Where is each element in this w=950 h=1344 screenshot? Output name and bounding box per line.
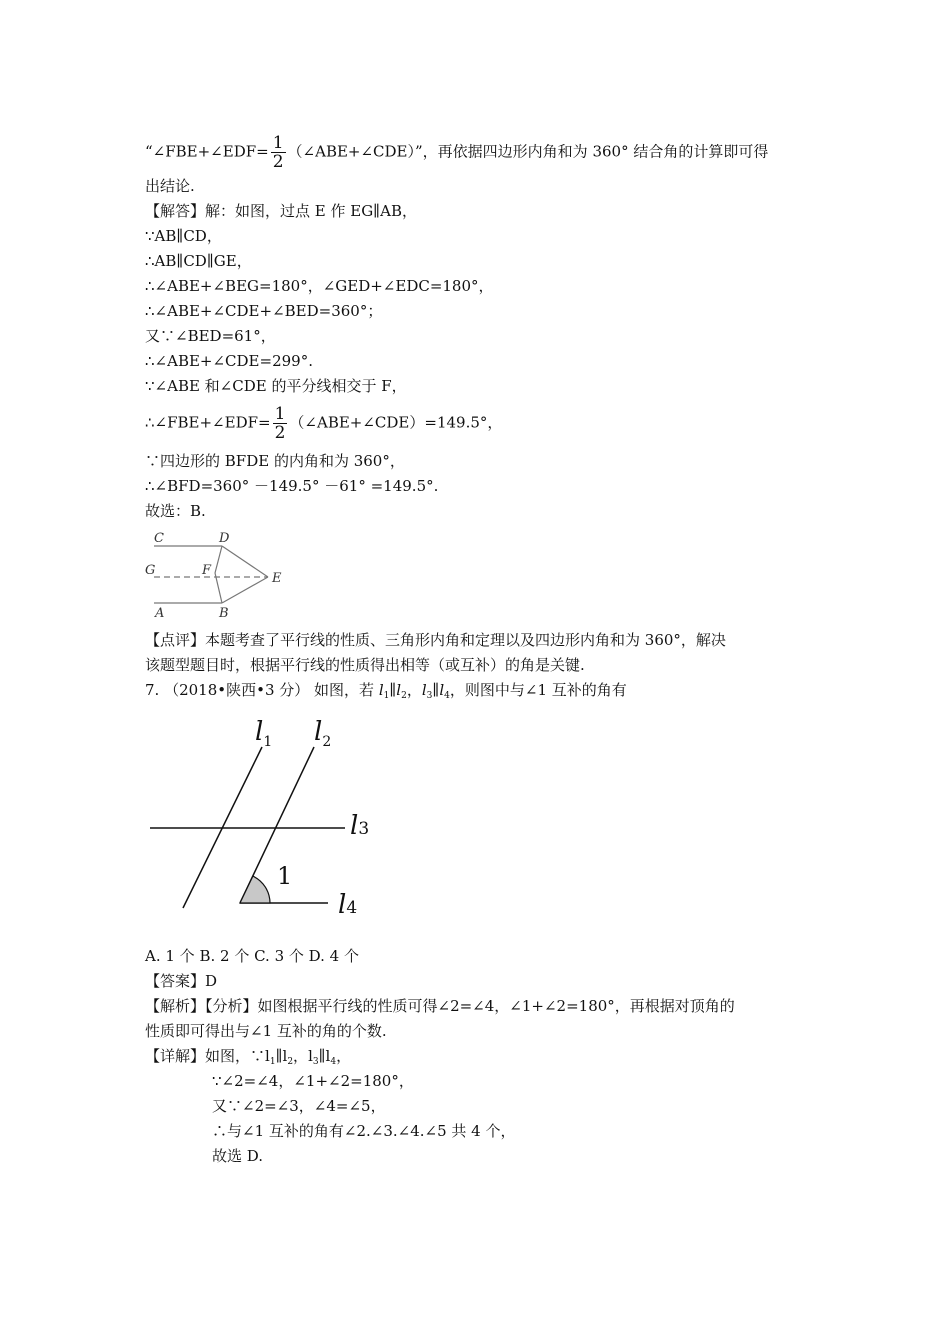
label-g: G	[145, 563, 156, 578]
label-l2: $l_2$	[314, 717, 332, 750]
line-step: ∴∠BFD=360° －149.5° －61° =149.5°.	[145, 477, 439, 495]
label-b: B	[219, 606, 229, 621]
line-comment: 【点评】本题考查了平行线的性质、三角形内角和定理以及四边形内角和为 360°，解决	[145, 631, 726, 649]
label-d: D	[219, 531, 230, 546]
figure-quadrilateral	[140, 525, 290, 620]
line-parallel: ∴AB∥CD∥GE，	[145, 252, 252, 270]
label-f: F	[202, 563, 212, 578]
line-step: ∴∠ABE+∠CDE=299°.	[145, 352, 313, 370]
label-l4: l4	[338, 890, 358, 920]
analysis-line: 【解析】【分析】如图根据平行线的性质可得∠2=∠4，∠1+∠2=180°，再根据对顶角的	[145, 997, 735, 1015]
label-angle-1: 1	[277, 862, 293, 890]
label-a: A	[155, 606, 165, 621]
fraction-half: $\frac{1}{2}$	[274, 404, 286, 443]
line-step: ∴∠ABE+∠CDE+∠BED=360°；	[145, 302, 383, 320]
line-choice: 故选：B.	[145, 502, 206, 520]
line-step: ∵四边形的 BFDE 的内角和为 360°，	[145, 452, 405, 470]
answer-line: 【答案】D	[145, 972, 218, 990]
line-step: 又∵∠BED=61°，	[145, 327, 276, 345]
detail-line: 【详解】如图，$\because l_1\parallel l_2$，$l_3\parallel l_4$，	[145, 1047, 352, 1067]
line-step: ∵∠ABE 和∠CDE 的平分线相交于 F，	[145, 377, 407, 395]
question-7: 7. （2018•陕西•3 分） 如图，若 $l_1\parallel l_2$，$l_3\parallel l_4$，则图中与∠1 互补的角有	[145, 681, 627, 701]
angle-1-arc	[240, 876, 270, 903]
line-fraction-step: ∴∠FBE+∠EDF= $\frac{1}{2}$ （∠ABE+∠CDE）=149.5°，	[145, 404, 503, 443]
segment-de	[222, 546, 268, 577]
label-e: E	[272, 571, 282, 586]
line-comment-cont: 该题型题目时，根据平行线的性质得出相等（或互补）的角是关键.	[145, 656, 585, 674]
answer-options: A. 1 个 B. 2 个 C. 3 个 D. 4 个	[145, 947, 359, 965]
detail-step: ∵∠2=∠4，∠1+∠2=180°，	[212, 1072, 414, 1090]
line-solution-start: 【解答】解：如图，过点 E 作 EG∥AB，	[145, 202, 417, 220]
line-hint	[145, 134, 768, 171]
line-step: ∴∠ABE+∠BEG=180°，∠GED+∠EDC=180°，	[145, 277, 494, 295]
detail-step: 又∵∠2=∠3，∠4=∠5，	[212, 1097, 386, 1115]
fraction-half: $\frac{1}{2}$	[272, 133, 284, 172]
label-l1: $l_1$	[255, 717, 273, 750]
hint-suffix: （∠ABE+∠CDE）”，再依据四边形内角和为 360° 结合角的计算即可得	[287, 142, 769, 161]
hint-prefix: “∠FBE+∠EDF=	[145, 142, 269, 161]
figure-parallel-lines	[140, 712, 390, 922]
label-l3: l3	[350, 811, 370, 841]
line-conclusion: 出结论.	[145, 177, 195, 195]
detail-step: ∴与∠1 互补的角有∠2.∠3.∠4.∠5 共 4 个，	[212, 1122, 516, 1140]
detail-choice: 故选 D.	[212, 1147, 264, 1165]
label-c: C	[154, 531, 164, 546]
segment-be	[222, 577, 268, 603]
line-given: ∵AB∥CD，	[145, 227, 222, 245]
analysis-line-cont: 性质即可得出与∠1 互补的角的个数.	[145, 1022, 387, 1040]
segment-df	[215, 546, 222, 573]
